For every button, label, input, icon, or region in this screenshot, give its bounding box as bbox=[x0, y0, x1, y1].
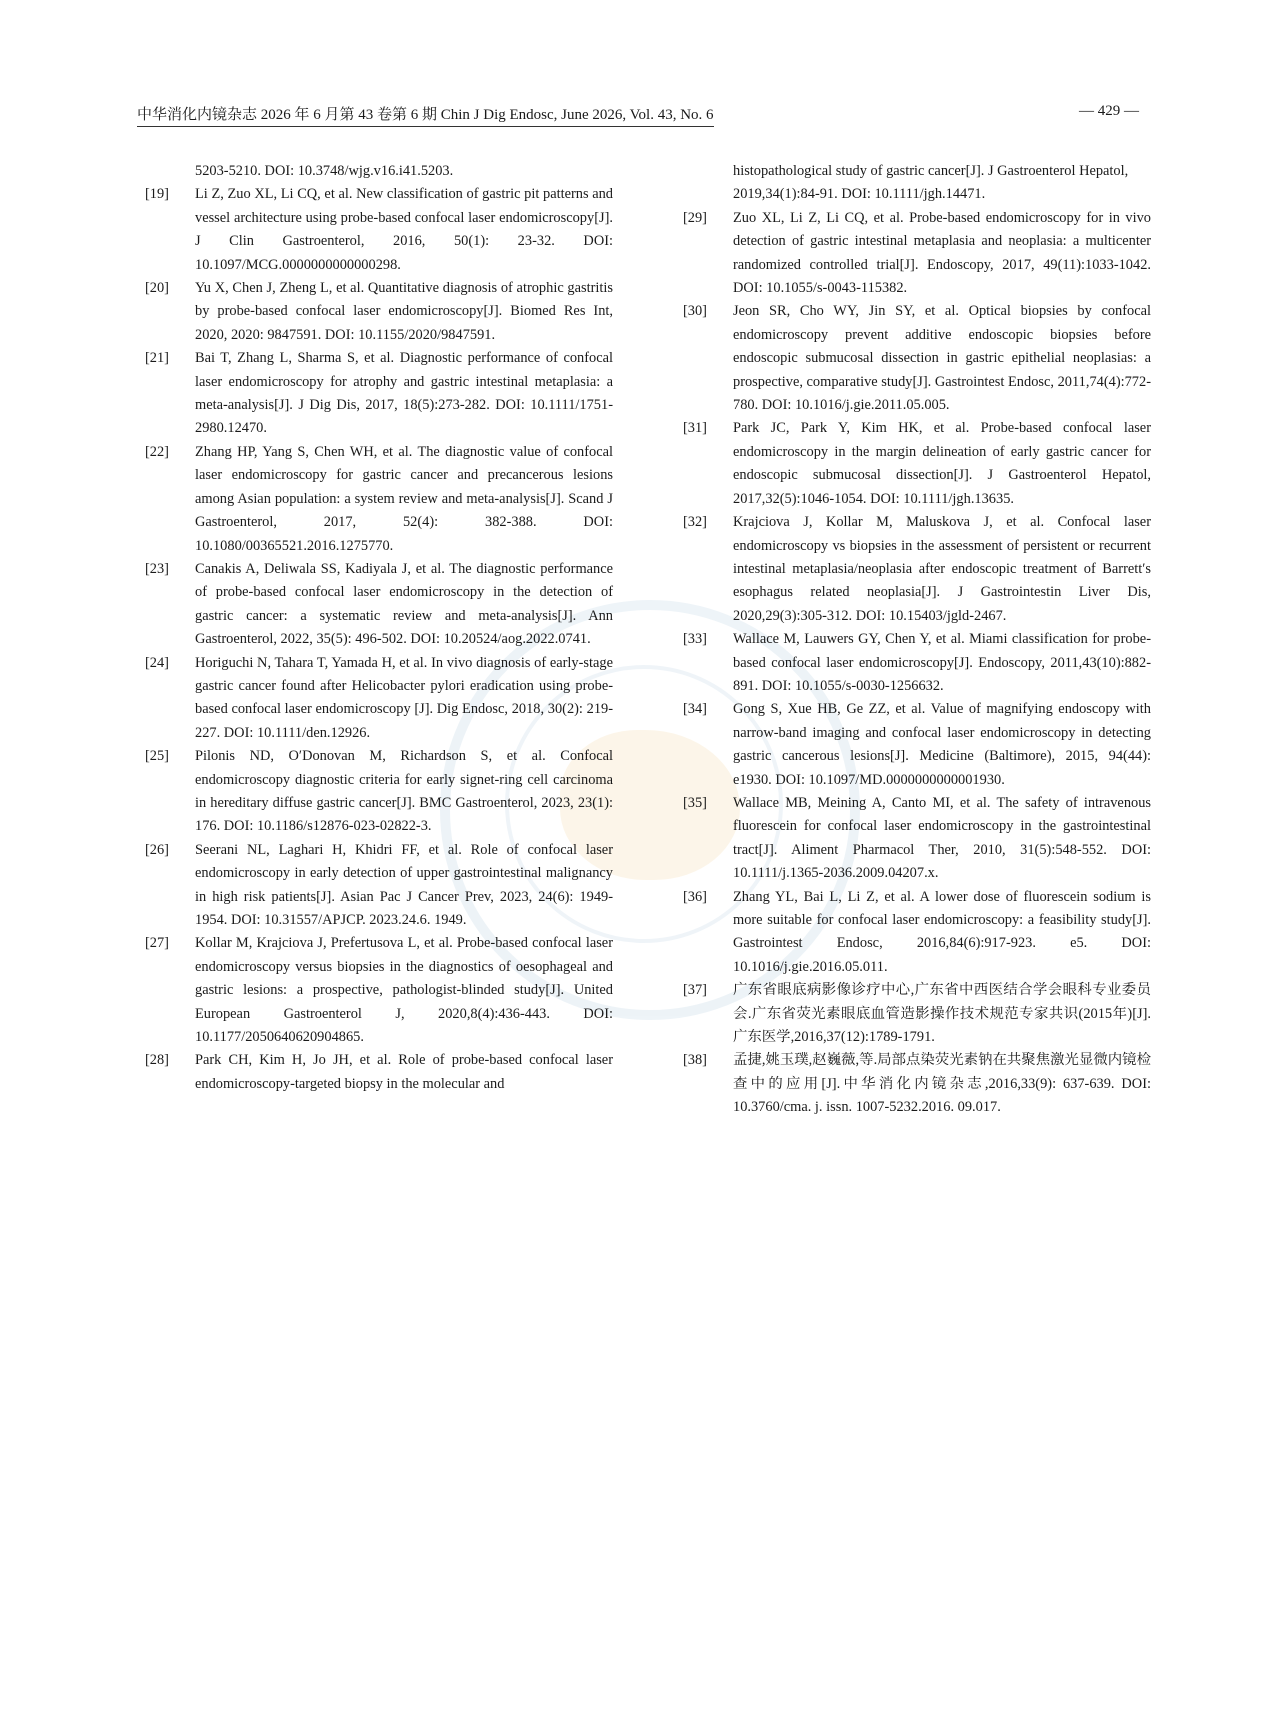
reference-list bbox=[137, 183, 613, 1096]
reference-item bbox=[675, 1049, 1151, 1119]
reference-text: Jeon SR, Cho WY, Jin SY, et al. Optical biopsies by confocal endomicroscopy prevent additive endoscopic biopsies before endoscopic submucosal dissection in gastric epithelial neoplasias: a prospective, comparative study[J]. Gastrointest Endosc, 2011,74(4):772-780. DOI: 10.1016/j.gie.2011.05.005. bbox=[733, 303, 1151, 414]
reference-text: Pilonis ND, O′Donovan M, Richardson S, et al. Confocal endomicroscopy diagnostic criteria for early signet-ring cell carcinoma in hereditary diffuse gastric cancer[J]. BMC Gastroenterol, 2023, 23(1): 176. DOI: 10.1186/s12876-023-02822-3. bbox=[195, 748, 613, 835]
reference-continuation: histopathological study of gastric cancer[J]. J Gastroenterol Hepatol, 2019,34(1):84-91. DOI: 10.1111/jgh.14471. bbox=[733, 163, 1129, 203]
reference-text: Zhang YL, Bai L, Li Z, et al. A lower dose of fluorescein sodium is more suitable for confocal laser endomicroscopy: a feasibility study[J]. Gastrointest Endosc, 2016,84(6):917-923. e5. DOI: 10.1016/j.gie.2016.05.011. bbox=[733, 888, 1151, 975]
reference-item bbox=[675, 792, 1151, 886]
reference-item bbox=[675, 698, 1151, 792]
reference-item bbox=[675, 886, 1151, 980]
left-reference-column bbox=[137, 160, 613, 1096]
reference-number: [33] bbox=[683, 631, 707, 648]
reference-number: [26] bbox=[145, 841, 169, 858]
reference-text: Wallace M, Lauwers GY, Chen Y, et al. Miami classification for probe-based confocal laser endomicroscopy[J]. Endoscopy, 2011,43(10):882-891. DOI: 10.1055/s-0030-1256632. bbox=[733, 631, 1151, 694]
reference-text: Gong S, Xue HB, Ge ZZ, et al. Value of magnifying endoscopy with narrow-band imaging and confocal laser endomicroscopy in detecting gastric cancerous lesions[J]. Medicine (Baltimore), 2015, 94(44): e1930. DOI: 10.1097/MD.0000000000001930. bbox=[733, 701, 1151, 788]
reference-number: [38] bbox=[683, 1052, 707, 1069]
reference-number: [36] bbox=[683, 888, 707, 905]
reference-number: [32] bbox=[683, 514, 707, 531]
reference-text: Zuo XL, Li Z, Li CQ, et al. Probe-based endomicroscopy for in vivo detection of gastric intestinal metaplasia and neoplasia: a multicenter randomized controlled trial[J]. Endoscopy, 2017, 49(11):1033-1042. DOI: 10.1055/s-0043-115382. bbox=[733, 209, 1151, 297]
reference-text: Li Z, Zuo XL, Li CQ, et al. New classification of gastric pit patterns and vessel architecture using probe-based confocal laser endomicroscopy[J]. J Clin Gastroenterol, 2016, 50(1): 23-32. DOI: 10.1097/MCG.0000000000000298. bbox=[195, 186, 613, 273]
reference-number: [21] bbox=[145, 350, 169, 367]
reference-item bbox=[137, 652, 613, 746]
reference-text: Canakis A, Deliwala SS, Kadiyala J, et al. The diagnostic performance of probe-based confocal laser endomicroscopy in the detection of gastric cancer: a systematic review and meta-analysis[J]. Ann Gastroenterol, 2022, 35(5): 496-502. DOI: 10.20524/aog.2022.0741. bbox=[195, 560, 613, 648]
reference-text: Kollar M, Krajciova J, Prefertusova L, et al. Probe-based confocal laser endomicroscopy versus biopsies in the diagnostics of oesophageal and gastric lesions: a prospective, pathologist-blinded study[J]. United European Gastroenterol J, 2020,8(4):436-443. DOI: 10.1177/2050640620904865. bbox=[195, 935, 613, 1046]
reference-item bbox=[675, 511, 1151, 628]
reference-number: [22] bbox=[145, 443, 169, 460]
reference-item bbox=[137, 839, 613, 933]
reference-number: [30] bbox=[683, 303, 707, 320]
reference-number: [37] bbox=[683, 982, 707, 999]
reference-number: [28] bbox=[145, 1052, 169, 1069]
reference-item bbox=[137, 183, 613, 277]
reference-text: Zhang HP, Yang S, Chen WH, et al. The diagnostic value of confocal laser endomicroscopy for gastric cancer and precancerous lesions among Asian population: a system review and meta-analysis[J]. Scand J Gastroenterol, 2017, 52(4): 382-388. DOI: 10.1080/00365521.2016.1275770. bbox=[195, 443, 613, 554]
reference-item bbox=[137, 441, 613, 558]
reference-item bbox=[137, 277, 613, 347]
reference-text: 孟捷,姚玉璞,赵巍薇,等.局部点染荧光素钠在共聚焦激光显微内镜检查中的应用[J].中华消化内镜杂志,2016,33(9): 637-639. DOI: 10.3760/cma. j. issn. 1007-5232.2016. 09.017. bbox=[733, 1052, 1151, 1116]
reference-text: Park JC, Park Y, Kim HK, et al. Probe-based confocal laser endomicroscopy in the margin delineation of early gastric cancer for endoscopic submucosal dissection[J]. J Gastroenterol Hepatol, 2017,32(5):1046-1054. DOI: 10.1111/jgh.13635. bbox=[733, 420, 1151, 507]
reference-item bbox=[675, 628, 1151, 698]
reference-item bbox=[137, 558, 613, 652]
reference-list bbox=[675, 207, 1151, 1120]
reference-number: [29] bbox=[683, 209, 707, 226]
reference-number: [25] bbox=[145, 748, 169, 765]
reference-text: Park CH, Kim H, Jo JH, et al. Role of probe-based confocal laser endomicroscopy-targeted biopsy in the molecular and bbox=[195, 1052, 613, 1092]
page-number: — 429 — bbox=[1079, 103, 1139, 119]
reference-number: [27] bbox=[145, 935, 169, 952]
reference-item bbox=[675, 417, 1151, 511]
reference-number: [24] bbox=[145, 654, 169, 671]
reference-number: [35] bbox=[683, 794, 707, 811]
reference-item bbox=[137, 745, 613, 839]
reference-item bbox=[137, 932, 613, 1049]
reference-item bbox=[137, 1049, 613, 1096]
reference-text: Krajciova J, Kollar M, Maluskova J, et al. Confocal laser endomicroscopy vs biopsies in the assessment of persistent or recurrent intestinal metaplasia/neoplasia after endoscopic treatment of Barrett′s esophagus related neoplasia[J]. J Gastrointestin Liver Dis, 2020,29(3):305-312. DOI: 10.15403/jgld-2467. bbox=[733, 514, 1151, 624]
reference-text: 广东省眼底病影像诊疗中心,广东省中西医结合学会眼科专业委员会.广东省荧光素眼底血管造影操作技术规范专家共识(2015年)[J].广东医学,2016,37(12):1789-1791. bbox=[733, 982, 1151, 1046]
reference-number: [20] bbox=[145, 280, 169, 297]
journal-citation-line: 中华消化内镜杂志 2026 年 6 月第 43 卷第 6 期 Chin J Dig Endosc, June 2026, Vol. 43, No. 6 bbox=[137, 103, 714, 127]
reference-number: [19] bbox=[145, 186, 169, 203]
reference-text: Seerani NL, Laghari H, Khidri FF, et al. Role of confocal laser endomicroscopy in early detection of upper gastrointestinal malignancy in high risk patients[J]. Asian Pac J Cancer Prev, 2023, 24(6): 1949-1954. DOI: 10.31557/APJCP. 2023.24.6. 1949. bbox=[195, 841, 613, 928]
reference-text: Bai T, Zhang L, Sharma S, et al. Diagnostic performance of confocal laser endomicroscopy for atrophy and gastric intestinal metaplasia: a meta-analysis[J]. J Dig Dis, 2017, 18(5):273-282. DOI: 10.1111/1751-2980.12470. bbox=[195, 350, 613, 437]
right-reference-column bbox=[675, 160, 1151, 1120]
reference-text: Yu X, Chen J, Zheng L, et al. Quantitative diagnosis of atrophic gastritis by probe-based confocal laser endomicroscopy[J]. Biomed Res Int, 2020, 2020: 9847591. DOI: 10.1155/2020/9847591. bbox=[195, 280, 613, 343]
reference-number: [31] bbox=[683, 420, 707, 437]
reference-text: Wallace MB, Meining A, Canto MI, et al. The safety of intravenous fluorescein for confocal laser endomicroscopy in the gastrointestinal tract[J]. Aliment Pharmacol Ther, 2010, 31(5):548-552. DOI: 10.1111/j.1365-2036.2009.04207.x. bbox=[733, 794, 1151, 882]
reference-item bbox=[675, 207, 1151, 301]
reference-item bbox=[675, 979, 1151, 1049]
running-header bbox=[137, 103, 1139, 127]
reference-item bbox=[137, 347, 613, 441]
reference-number: [34] bbox=[683, 701, 707, 718]
reference-number: [23] bbox=[145, 560, 169, 577]
reference-item bbox=[675, 300, 1151, 417]
reference-text: Horiguchi N, Tahara T, Yamada H, et al. In vivo diagnosis of early-stage gastric cancer found after Helicobacter pylori eradication using probe-based confocal laser endomicroscopy [J]. Dig Endosc, 2018, 30(2): 219-227. DOI: 10.1111/den.12926. bbox=[195, 654, 613, 741]
reference-continuation: 5203-5210. DOI: 10.3748/wjg.v16.i41.5203. bbox=[195, 163, 454, 179]
